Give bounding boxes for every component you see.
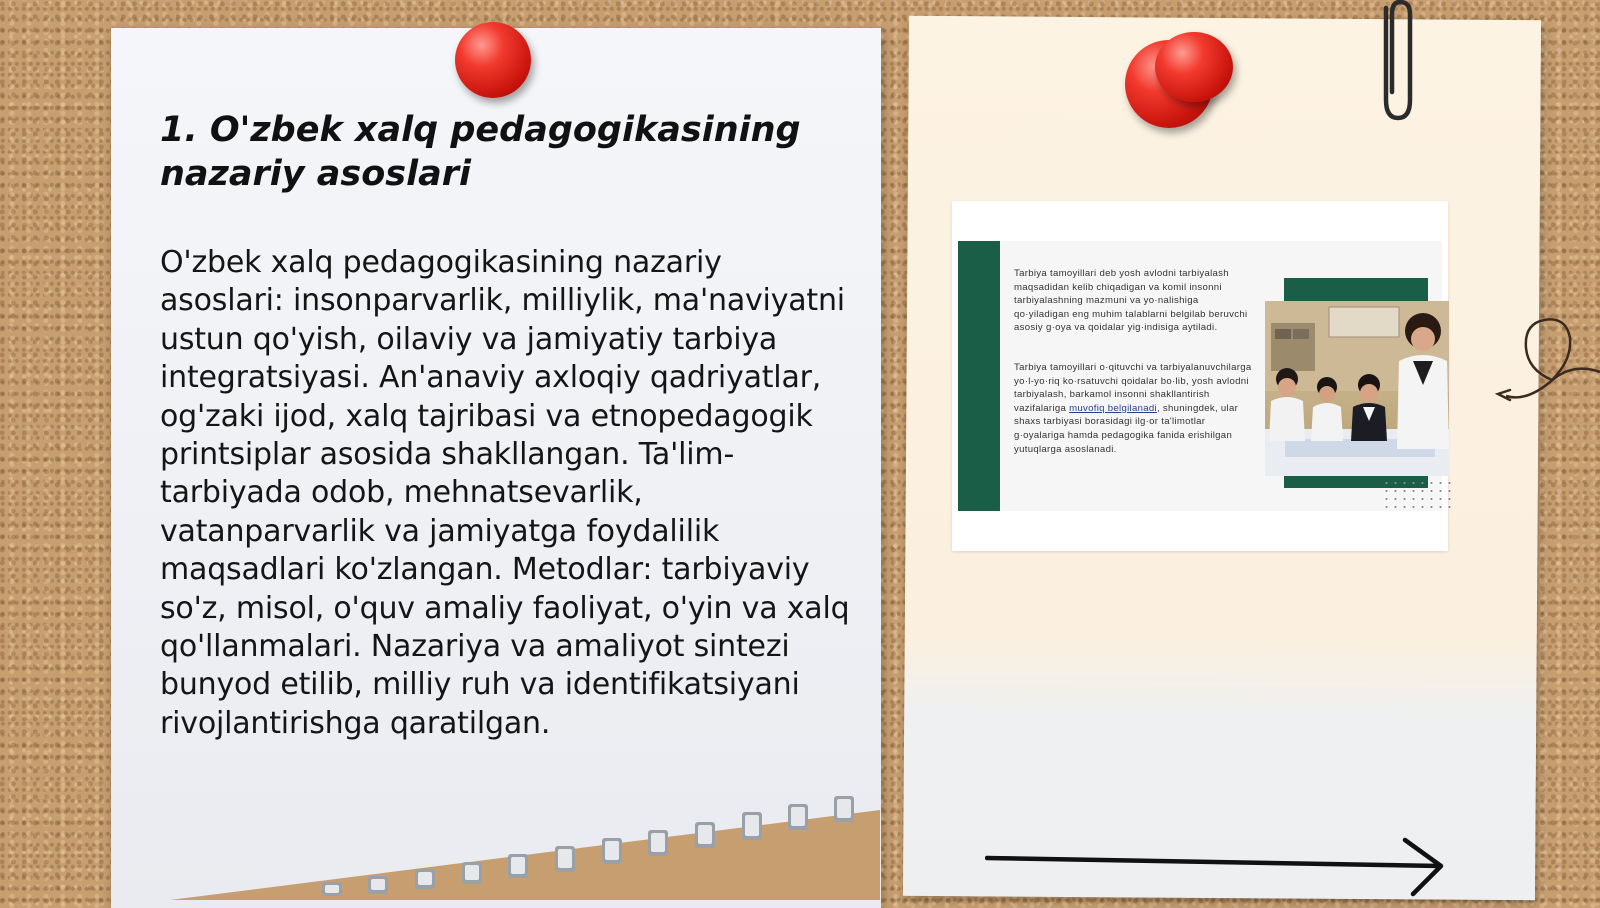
inset-paragraph-2-end: , shuningdek, ular shaxs tarbiyasi borasidagi ilg·or ta'limotlar g·oyalariga hamda pedagogika fanida erishilgan yutuqlarga asoslanadi. [1014, 402, 1239, 455]
torn-spiral-edge [110, 790, 880, 900]
paper-clip-icon [1372, 0, 1422, 125]
inset-slide-content [958, 241, 1442, 511]
classroom-photo [1265, 301, 1449, 476]
curly-arrow-icon [1480, 310, 1600, 410]
push-pin-icon [1155, 32, 1233, 102]
inset-link[interactable]: muvofiq belgilanadi [1069, 402, 1157, 414]
right-arrow-icon [985, 830, 1450, 900]
inset-paragraph-2-start: Tarbiya tamoyillari o·qituvchi va tarbiyalanuvchilarga yo·l-yo·riq ko·rsatuvchi qoidalar bo·lib, yosh avlodni tarbiyalash, barkamol insonni shakllantirish vazifalariga [1014, 362, 1252, 414]
inset-slide-image [952, 201, 1448, 551]
inset-green-bar [958, 241, 1000, 511]
slide-title: 1. O'zbek xalq pedagogikasining nazariy asoslari [160, 110, 801, 194]
dot-pattern [1382, 479, 1452, 509]
inset-paragraph-2 [1014, 361, 1254, 456]
inset-paragraph-1: Tarbiya tamoyillari deb yosh avlodni tarbiyalash maqsadidan kelib chiqadigan va komil insonni tarbiyalashning mazmuni va yo·nalishiga qo·yiladigan eng muhim talablarni belgilab beruvchi asosiy g·oya va qoidalar yig·indisiga aytiladi. [1014, 268, 1248, 334]
push-pin-icon [455, 22, 531, 98]
slide-body-text: O'zbek xalq pedagogikasining nazariy asoslari: insonparvarlik, milliylik, ma'naviyatni ustun qo'yish, oilaviy va jamiyatiy tarbiya integratsiyasi. An'anaviy axloqiy qadriyatlar, og'zaki ijod, xalq tajribasi va etnopedagogik printsiplar asosida shakllangan. Ta'lim-tarbiyada odob, mehnatsevarlik, vatanparvarlik va jamiyatga foydalilik maqsadlari ko'zlangan. Metodlar: tarbiyaviy so'z, misol, o'quv amaliy faoliyat, o'yin va xalq qo'llanmalari. Nazariya va amaliyot sintezi bunyod etilib, milliy ruh va identifikatsiyani rivojlantirishga qaratilgan. [160, 245, 850, 741]
